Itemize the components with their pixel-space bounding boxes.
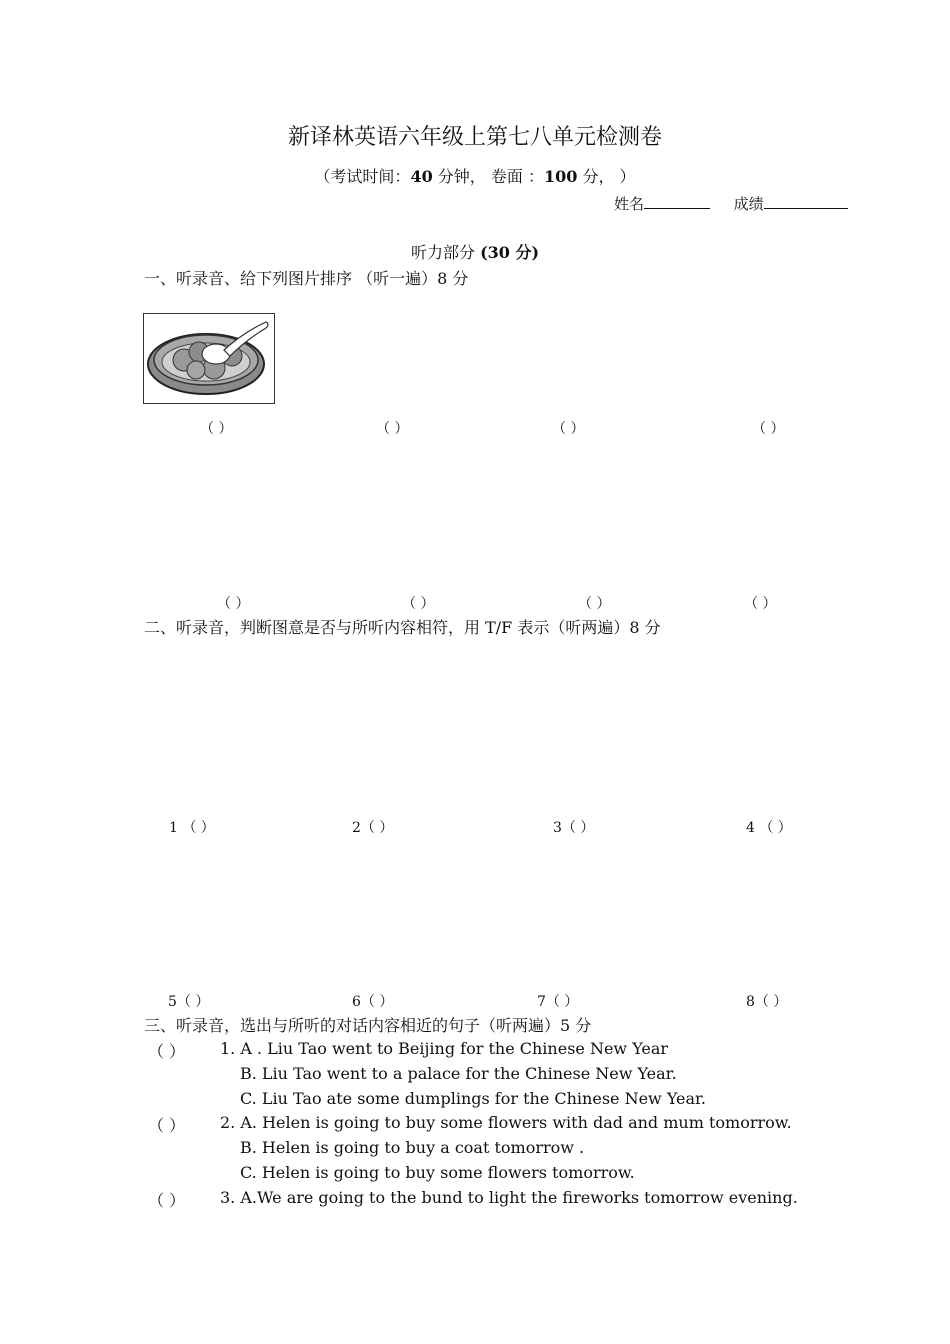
grade-label: 成绩 — [733, 195, 764, 213]
student-info — [614, 193, 848, 214]
page-title: 新译林英语六年级上第七八单元检测卷 — [287, 125, 662, 150]
listening-section-title — [0, 240, 950, 263]
answer-bracket[interactable]: （ ） — [148, 1191, 186, 1210]
answer-bracket[interactable]: 5（ ） — [168, 994, 210, 1010]
answer-bracket[interactable]: （ ） — [217, 596, 250, 612]
part1-heading: 一、听录音、给下列图片排序 （听一遍）8 分 — [144, 269, 469, 288]
answer-bracket[interactable]: 7（ ） — [537, 994, 579, 1010]
question-1-option-c: C. Liu Tao ate some dumplings for the Chinese New Year. — [240, 1089, 706, 1108]
part2-heading: 二、听录音，判断图意是否与所听内容相符，用 T/F 表示（听两遍）8 分 — [144, 618, 661, 637]
answer-bracket[interactable]: 1 （ ） — [169, 820, 215, 836]
answer-bracket[interactable]: （ ） — [148, 1042, 186, 1061]
question-3-option-a: 3. A.We are going to the bund to light the fireworks tomorrow evening. — [220, 1188, 798, 1207]
answer-bracket[interactable]: （ ） — [552, 421, 585, 437]
answer-bracket[interactable]: 6（ ） — [352, 994, 394, 1010]
exam-info — [0, 164, 950, 187]
question-1-option-a: 1. A . Liu Tao went to Beijing for the Chinese New Year — [220, 1039, 669, 1058]
tangyuan-bowl-icon — [143, 313, 275, 404]
answer-bracket[interactable]: （ ） — [402, 596, 435, 612]
grade-blank[interactable] — [764, 194, 848, 209]
question-1-option-b: B. Liu Tao went to a palace for the Chinese New Year. — [240, 1064, 677, 1083]
name-label: 姓名 — [614, 195, 645, 213]
exam-info-prefix: （考试时间： — [314, 167, 411, 186]
exam-score: 100 — [543, 167, 578, 186]
answer-bracket[interactable]: 3（ ） — [553, 820, 595, 836]
answer-bracket[interactable]: 8（ ） — [746, 994, 788, 1010]
name-blank[interactable] — [644, 194, 710, 209]
question-2-option-b: B. Helen is going to buy a coat tomorrow . — [240, 1138, 585, 1157]
listening-points: (30 分) — [480, 243, 540, 262]
part3-heading: 三、听录音，选出与所听的对话内容相近的句子（听两遍）5 分 — [144, 1016, 592, 1035]
answer-bracket[interactable]: （ ） — [200, 421, 233, 437]
listening-label: 听力部分 — [410, 243, 475, 262]
answer-bracket[interactable]: 2（ ） — [352, 820, 394, 836]
question-2-option-c: C. Helen is going to buy some flowers tomorrow. — [240, 1163, 635, 1182]
answer-bracket[interactable]: （ ） — [376, 421, 409, 437]
exam-time: 40 — [410, 167, 433, 186]
answer-bracket[interactable]: （ ） — [578, 596, 611, 612]
answer-bracket[interactable]: （ ） — [148, 1116, 186, 1135]
answer-bracket[interactable]: 4 （ ） — [746, 820, 792, 836]
answer-bracket[interactable]: （ ） — [752, 421, 785, 437]
answer-bracket[interactable]: （ ） — [744, 596, 777, 612]
exam-info-mid1: 分钟， 卷面 ： — [432, 167, 544, 186]
exam-info-mid2: 分， ） — [577, 167, 636, 186]
question-2-option-a: 2. A. Helen is going to buy some flowers with dad and mum tomorrow. — [220, 1113, 792, 1132]
